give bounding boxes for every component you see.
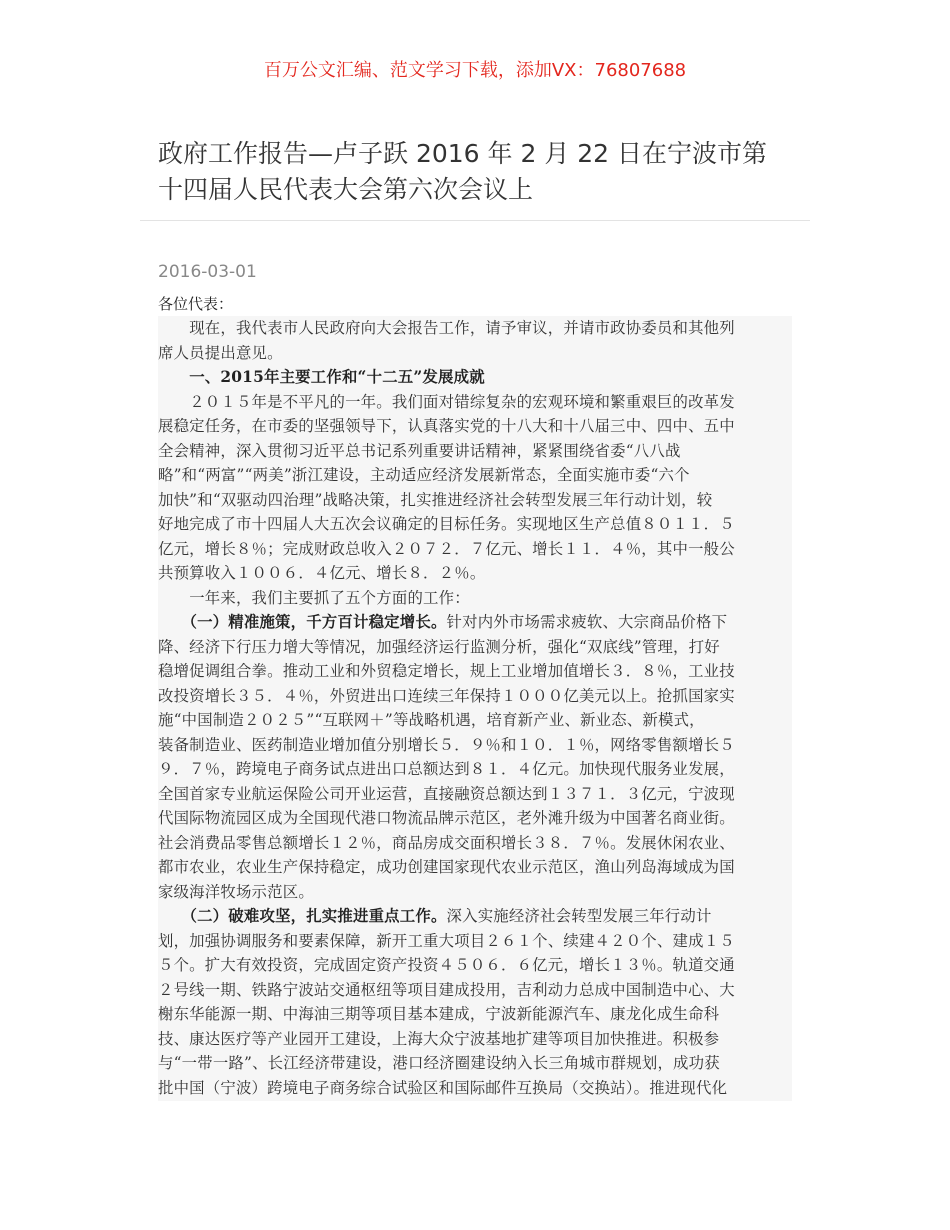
text-line [158,831,792,856]
line-text: 针对内外市场需求疲软、大宗商品价格下 [446,613,728,631]
divider [140,220,810,221]
line-text: 深入实施经济社会转型发展三年行动计 [446,907,712,925]
line-text: 共预算收入１００６．４亿元、增长８．２％。 [158,564,486,582]
line-text: 技、康达医疗等产业园开工建设，上海大众宁波基地扩建等项目加快推进。积极参 [158,1029,720,1048]
line-text: 都市农业，农业生产保持稳定，成功创建国家现代农业示范区，渔山列岛海域成为国 [158,858,735,876]
text-line [158,904,792,929]
line-text: 代国际物流园区成为全国现代港口物流品牌示范区，老外滩升级为中国著名商业街。 [158,809,735,827]
line-text: 加快”和“双驱动四治理”战略决策，扎实推进经济社会转型发展三年行动计划，较 [158,490,713,509]
line-text: 全国首家专业航运保险公司开业运营，直接融资总额达到１３７１．３亿元，宁波现 [158,784,735,803]
text-line [158,733,792,758]
line-text: 社会消费品零售总额增长１２％，商品房成交面积增长３８．７％。发展休闲农业、 [158,833,735,852]
bold-heading: （一）精准施策，千方百计稳定增长。 [189,613,447,631]
line-text: ２０１５年是不平凡的一年。我们面对错综复杂的宏观环境和繁重艰巨的改革发 [189,392,735,411]
line-text: 施“中国制造２０２５”“互联网＋”等战略机遇，培育新产业、新业态、新模式， [158,711,705,729]
text-line [158,365,792,390]
text-line [158,1051,792,1076]
line-text: 稳增促调组合拳。推动工业和外贸稳定增长，规上工业增加值增长３．８％，工业技 [158,662,735,680]
text-line [158,610,792,635]
line-text: 展稳定任务，在市委的坚强领导下，认真落实党的十八大和十八届三中、四中、五中 [158,417,735,435]
line-text: 装备制造业、医药制造业增加值分别增长５．９％和１０．１％，网络零售额增长５ [158,735,735,754]
line-text: 榭东华能源一期、中海油三期等项目基本建成，宁波新能源汽车、康龙化成生命科 [158,1005,720,1023]
publish-date: 2016-03-01 [158,262,257,282]
title-line: 政府工作报告—卢子跃 2016 年 2 月 22 日在宁波市第 [158,139,768,168]
line-text: ９．７％，跨境电子商务试点进出口总额达到８１．４亿元。加快现代服务业发展， [158,760,735,778]
text-line [158,1002,792,1027]
line-text: 亿元，增长８％；完成财政总收入２０７２．７亿元、增长１１．４％，其中一般公 [158,539,735,558]
watermark-banner: 百万公文汇编、范文学习下载，添加VX：76807688 [263,60,687,81]
line-text: 改投资增长３５．４％，外贸进出口连续三年保持１０００亿美元以上。抢抓国家实 [158,686,735,705]
text-line [158,855,792,880]
line-indent [158,393,189,411]
bold-heading: （二）破难攻坚，扎实推进重点工作。 [189,907,447,925]
line-text: 一年来，我们主要抓了五个方面的工作： [189,588,470,607]
text-line [158,586,792,611]
line-text: 批中国（宁波）跨境电子商务综合试验区和国际邮件互换局（交换站）。推进现代化 [158,1078,728,1097]
line-indent [158,319,189,337]
text-line [158,929,792,954]
text-line [158,439,792,464]
line-text: 家级海洋牧场示范区。 [158,882,314,901]
text-line [158,684,792,709]
line-text: ５个。扩大有效投资，完成固定资产投资４５０６．６亿元，增长１３％。轨道交通 [158,956,735,974]
line-text: 降、经济下行压力增大等情况，加强经济运行监测分析，强化“双底线”管理，打好 [158,637,720,656]
title-line: 十四届人民代表大会第六次会议上 [158,175,534,204]
text-line [158,341,792,366]
text-line [158,978,792,1003]
text-line [158,537,792,562]
text-line [158,782,792,807]
line-text: 划，加强协调服务和要素保障，新开工重大项目２６１个、续建４２０个、建成１５ [158,931,735,950]
line-text: ２号线一期、铁路宁波站交通枢纽等项目建成投用，吉利动力总成中国制造中心、大 [158,980,735,999]
text-line [158,806,792,831]
line-text: 现在，我代表市人民政府向大会报告工作，请予审议，并请市政协委员和其他列 [189,319,735,337]
line-text: 好地完成了市十四届人大五次会议确定的目标任务。实现地区生产总值８０１１．５ [158,515,735,533]
line-indent [158,368,189,386]
text-line [158,708,792,733]
text-line [158,463,792,488]
text-line [158,635,792,660]
text-line [158,561,792,586]
line-text: 与“一带一路”、长江经济带建设，港口经济圈建设纳入长三角城市群规划，成功获 [158,1054,720,1072]
line-text: 全会精神，深入贯彻习近平总书记系列重要讲话精神，紧紧围绕省委“八八战 [158,441,681,460]
text-line [158,1076,792,1101]
text-line [158,953,792,978]
text-line [158,659,792,684]
bold-heading: 一、2015年主要工作和“十二五”发展成就 [189,368,485,386]
text-line [158,316,792,341]
text-line [158,414,792,439]
line-indent [158,613,189,631]
text-line [158,757,792,782]
line-text: 略”和“两富”“两美”浙江建设，主动适应经济发展新常态，全面实施市委“六个 [158,466,690,484]
line-text: 席人员提出意见。 [158,343,283,362]
text-line [158,512,792,537]
text-line [158,1027,792,1052]
text-line [158,488,792,513]
page-title [158,136,798,208]
line-indent [158,589,189,607]
text-line [158,390,792,415]
line-indent [158,907,189,925]
greeting: 各位代表： [158,295,234,313]
report-body [158,316,792,1101]
text-line [158,880,792,905]
